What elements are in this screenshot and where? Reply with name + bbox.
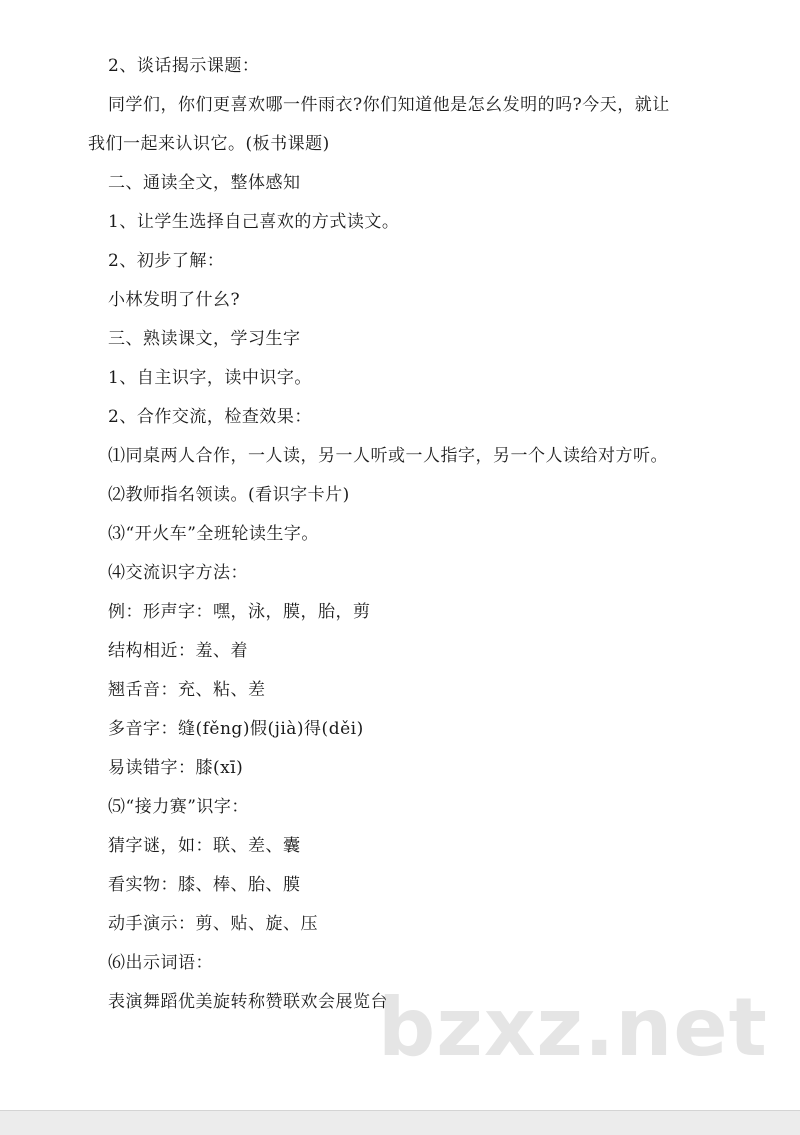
- text-line: 多音字：缝(fěng)假(jià)得(děi): [108, 719, 364, 739]
- text-line: 动手演示：剪、贴、旋、压: [108, 914, 318, 934]
- text-line: ⑵教师指名领读。(看识字卡片): [108, 485, 350, 505]
- text-line: 表演舞蹈优美旋转称赞联欢会展览台: [108, 992, 388, 1012]
- text-line: 结构相近：羞、着: [108, 641, 248, 661]
- section-heading: 二、通读全文，整体感知: [108, 173, 301, 193]
- text-line: 2、谈话揭示课题：: [108, 56, 260, 76]
- text-line: 我们一起来认识它。(板书课题): [88, 134, 330, 154]
- text-line: ⑷交流识字方法：: [108, 563, 248, 583]
- text-line: 2、初步了解：: [108, 251, 225, 271]
- watermark: bzxz.net: [378, 981, 768, 1074]
- text-line: ⑸“接力赛”识字：: [108, 797, 249, 817]
- page-bottom-edge: [0, 1110, 800, 1135]
- section-heading: 三、熟读课文，学习生字: [108, 329, 301, 349]
- text-line: 看实物：膝、棒、胎、膜: [108, 875, 301, 895]
- text-line: 1、让学生选择自己喜欢的方式读文。: [108, 212, 400, 232]
- text-line: 1、自主识字，读中识字。: [108, 368, 312, 388]
- text-line: 翘舌音：充、粘、差: [108, 680, 266, 700]
- text-line: ⑶“开火车”全班轮读生字。: [108, 524, 319, 544]
- text-line: 猜字谜，如：联、差、囊: [108, 836, 301, 856]
- text-line: ⑴同桌两人合作，一人读，另一人听或一人指字，另一个人读给对方听。: [108, 446, 668, 466]
- text-line: 2、合作交流，检查效果：: [108, 407, 312, 427]
- text-line: ⑹出示词语：: [108, 953, 213, 973]
- text-line: 小林发明了什幺?: [108, 290, 241, 310]
- text-line: 例：形声字：嘿，泳，膜，胎，剪: [108, 602, 371, 622]
- text-line: 同学们，你们更喜欢哪一件雨衣?你们知道他是怎幺发明的吗?今天，就让: [108, 95, 670, 115]
- text-line: 易读错字：膝(xī): [108, 758, 244, 778]
